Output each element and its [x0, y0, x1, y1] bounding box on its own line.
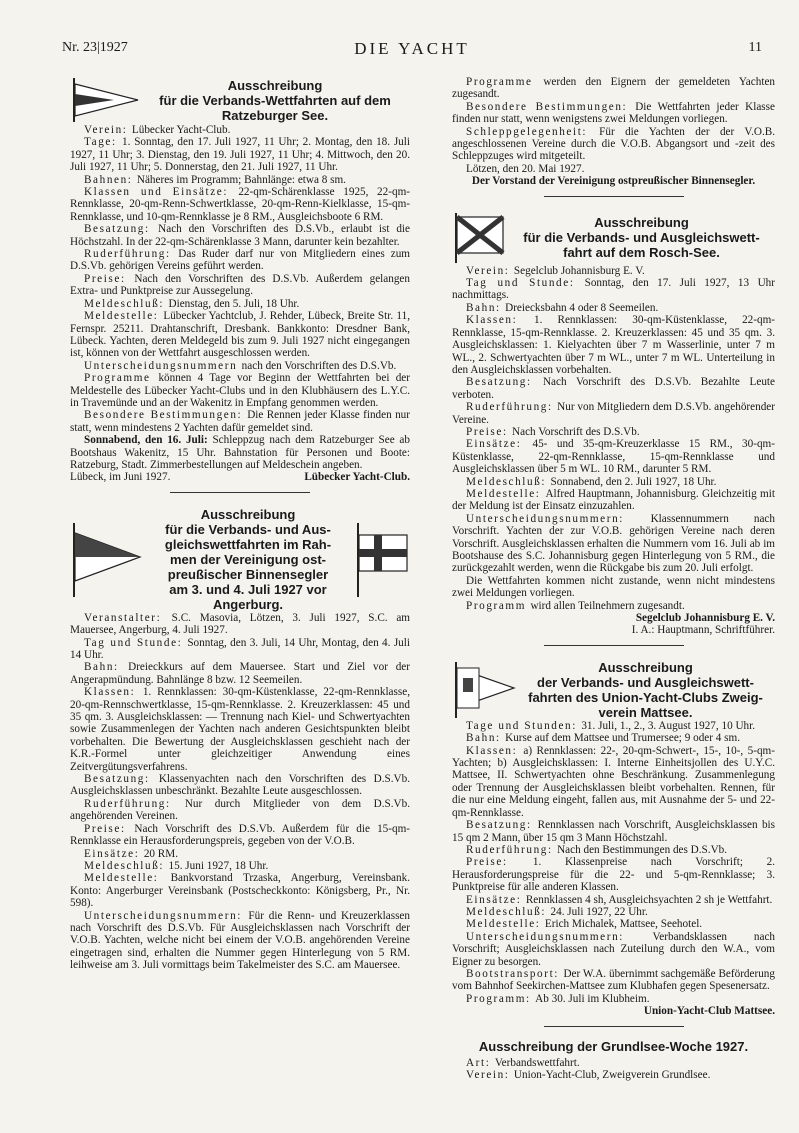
field-text: Union-Yacht-Club, Zweigverein Grundlsee. — [513, 1069, 711, 1082]
field-text: 45- und 35-qm-Kreuzerklasse 15 RM., 30-qm-Küstenklasse, 22-qm-Rennklasse, 15-qm-Rennklasse und Ausgleichsklassen über 5 m WL. 10 RM., darunter 5 RM. — [452, 438, 775, 476]
field-text: Lötzen, den 20. Mai 1927. — [466, 162, 585, 175]
paragraph — [70, 860, 410, 872]
signature-line: Union-Yacht-Club Mattsee. — [643, 1005, 775, 1018]
divider — [544, 196, 684, 197]
paragraph — [452, 277, 775, 302]
paragraph — [452, 401, 775, 426]
section-title: Ausschreibung der Grundlsee-Woche 1927. — [478, 1038, 749, 1054]
issue-number: Nr. 23|1927 — [62, 40, 128, 55]
paragraph — [70, 298, 410, 310]
divider — [544, 645, 684, 646]
pennant-flag-icon — [70, 519, 142, 599]
field-label: Programm: — [466, 992, 536, 1005]
paragraph — [70, 174, 410, 186]
magazine-title: DIE YACHT — [354, 39, 470, 58]
field-text: Erich Michalek, Mattsee, Seehotel. — [544, 918, 703, 931]
section-heading — [452, 211, 775, 265]
field-text: Nach den Bestimmungen des D.S.Vb. — [557, 843, 728, 856]
field-text: wird allen Teilnehmern zugesandt. — [530, 599, 685, 612]
right-column — [452, 76, 775, 1096]
section-angerburg-cont — [452, 76, 775, 197]
field-text: Klassennummern nach Vorschrift. Yachten der zur V.O.B. gehörigen Vereine nach deren Vorschrift. Ausgleichsklassen erhalten die Nummern vom 16. Juli ab im Bootshause des S.C. Johannisburg gegen Hinterlegung von 5 RM., die zurückgezahlt werden, wenn die Rückgabe bis zum 20. Juli erfolgt. — [452, 512, 775, 575]
saltire-flag-icon — [452, 211, 508, 265]
paragraph — [452, 918, 775, 930]
field-label: Ruderführung: — [466, 843, 558, 856]
paragraph — [70, 136, 410, 173]
field-label: Unterscheidungsnummern — [84, 359, 242, 372]
field-label: Schleppgelegenheit: — [466, 125, 600, 138]
field-text: Kurse auf dem Mattsee und Trumersee; 9 oder 4 sm. — [505, 732, 741, 745]
paragraph — [452, 488, 775, 513]
paragraph — [70, 273, 410, 298]
field-text: Bankvorstand Trzaska, Angerburg, Vereinsbank. Konto: Angerburger Vereinsbank (Postscheckkonto: Königsberg, Pr., Nr. 598). — [70, 872, 410, 910]
cross-flag-icon — [354, 519, 410, 599]
field-text: Die Wettfahrten kommen nicht zustande, wenn nicht mindestens zwei Meldungen vorliegen. — [452, 574, 775, 600]
field-label: Meldestelle: — [466, 487, 546, 500]
section-grundlsee — [452, 1038, 775, 1082]
field-text: 31. Juli, 1., 2., 3. August 1927, 10 Uhr. — [581, 719, 756, 732]
field-text: Dreieckkurs auf dem Mauersee. Start und Ziel vor der Angerapmündung. Bahnlänge 8 bzw. 12 Seemeilen. — [70, 661, 410, 686]
field-label: Preise: — [84, 822, 135, 835]
section-title: Ausschreibung für die Verbands- und Aus- gleichswettfahrten im Rah- men der Vereinigung ost- preußischer Binnensegler am 3. und 4. Juli 1927 vor Angerburg. — [164, 506, 332, 612]
field-text: Für die Yachten der der V.O.B. angeschlossenen Vereine durch die V.O.B. Abgangsort und -zeit des Schleppzuges wird mitgeteilt. — [452, 125, 775, 163]
field-label: Verein: — [84, 124, 132, 136]
schleppzug-note: Sonnabend, den 16. Juli: Schleppzug nach dem Ratzeburger See ab Bootshaus Wakenitz, 15 Uhr. Bahnstation für Personen und Boote: Ratzeburg, Stadt. Zimmerbestellungen auf Meldeschein angeben. — [70, 434, 410, 471]
field-label: Verein: — [466, 1069, 514, 1082]
field-label: Meldeschluß: — [84, 297, 169, 310]
field-text: Nach den Vorschriften des D.S.Vb., erlaubt ist die Höchstzahl. In der 22-qm-Schärenklasse 3 Mann, darunter kein bezahlter. — [70, 223, 411, 248]
field-label: Preise: — [466, 425, 513, 438]
field-text: Sonnabend, den 2. Juli 1927, 18 Uhr. — [550, 475, 717, 488]
field-text: Die Rennen jeder Klasse finden nur statt, wenn mindestens 2 Yachten dafür gemeldet sind. — [70, 409, 410, 434]
field-text: Näheres im Programm; Bahnlänge: etwa 8 sm. — [136, 173, 346, 186]
field-text: Verbandswettfahrt. — [494, 1057, 580, 1069]
paragraph — [452, 931, 775, 968]
paragraph — [452, 745, 775, 819]
field-label: Verein: — [466, 264, 514, 277]
paragraph — [452, 856, 775, 893]
field-label: Meldestelle: — [84, 310, 164, 323]
paragraph — [70, 612, 410, 637]
paragraph — [452, 844, 775, 856]
paragraph — [452, 302, 775, 314]
paragraph — [452, 314, 775, 376]
field-label: Bahnen: — [84, 173, 137, 186]
section-body — [452, 720, 775, 1005]
paragraph — [452, 426, 775, 438]
field-text: Lübecker Yacht-Club. — [131, 124, 231, 136]
paragraph — [70, 823, 410, 848]
section-title: Ausschreibung für die Verbands- und Ausgleichswett- fahrt auf dem Rosch-See. — [523, 215, 760, 261]
paragraph — [452, 513, 775, 575]
field-label: Einsätze: — [466, 893, 526, 906]
section-title: Ausschreibung für die Verbands-Wettfahrten auf dem Ratzeburger See. — [159, 77, 391, 123]
field-text: Klassenyachten nach den Vorschriften des D.S.Vb. Ausgleichsklassen unbeschränkt. Bezahlte Leute ausgeschlossen. — [70, 773, 411, 798]
paragraph — [70, 360, 410, 372]
field-text: 15. Juni 1927, 18 Uhr. — [168, 859, 269, 872]
paragraph — [452, 76, 775, 101]
field-label: Besondere Bestimmungen: — [84, 409, 248, 422]
field-label: Tag und Stunde: — [466, 277, 585, 290]
paragraph — [452, 720, 775, 732]
field-label: Klassen: — [84, 686, 143, 699]
signature-line: I. A.: Hauptmann, Schriftführer. — [631, 624, 775, 637]
paragraph — [70, 124, 410, 136]
section-body — [452, 1057, 775, 1082]
field-label: Programm — [466, 599, 531, 612]
paragraph — [452, 101, 775, 126]
field-label: Meldeschluß: — [466, 475, 551, 488]
paragraph — [452, 163, 775, 175]
field-text: 24. Juli 1927, 22 Uhr. — [550, 905, 648, 918]
field-label: Unterscheidungsnummern: — [466, 512, 651, 525]
signature-line: Lübeck, im Juni 1927. Lübecker Yacht-Club. — [70, 471, 410, 484]
field-label: Bahn: — [466, 732, 506, 745]
field-label: Tage: — [84, 136, 123, 149]
field-text: 1. Rennklassen: 30-qm-Küstenklasse, 22-qm-Rennklasse, 20-qm-Rennschwertklasse, 15-qm-Rennklasse. 2. Kreuzerklassen: 45 und 35 qm. 3. Ausgleichsklassen: — Trennung nach Kiel- und Schwertyachten sowie Zusammenlegen der Yachten nach anderen Gesichtspunkten bleibt vorbehalten. Die Bewertung der Ausgleichsklassen geschieht nach der K.R.-Formel unter gleichzeitiger Anwendung eines Zeitvergütungsverfahrens. — [70, 686, 410, 773]
field-text: Sonntag, den 3. Juli, 14 Uhr, Montag, den 4. Juli 14 Uhr. — [70, 636, 410, 661]
field-text: Nach Vorschrift des D.S.Vb. Außerdem für die 15-qm-Rennklasse ein Herausforderungspreis, gegeben von der V.O.B. — [70, 822, 411, 848]
field-text: Nach Vorschrift des D.S.Vb. Bezahlte Leute verboten. — [452, 376, 776, 401]
field-label: Besatzung: — [84, 773, 159, 786]
field-label: Preise: — [84, 272, 135, 285]
paragraph — [70, 686, 410, 773]
paragraph — [70, 661, 410, 686]
field-text: Rennklassen nach Vorschrift, Ausgleichsklassen bis 15 qm 2 Mann, über 15 qm 3 Mann Höchstzahl. — [452, 819, 775, 844]
field-text: werden den Eignern der gemeldeten Yachten zugesandt. — [452, 76, 775, 101]
field-text: Für die Renn- und Kreuzerklassen nach Vorschrift des D.S.Vb. Für Ausgleichsklassen nach Vorschrift der V.O.B. Yachten, welche nicht bei einem der V.O.B. angehörenden Vereine eingetragen sind, erhalten die Nummer gegen Hinterlegung von 5 RM. leihweise am 3. Juli vormittags beim Takelmeister des S.C. am Mauersee. — [70, 909, 410, 972]
field-text: Rennklassen 4 sh, Ausgleichsyachten 2 sh je Wettfahrt. — [525, 893, 773, 906]
field-text: 1. Rennklassen: 30-qm-Küstenklasse, 22-qm-Rennklasse, 15-qm-Rennklasse. 2. Kreuzerklassen: 45 und 35 qm. 3. Ausgleichsklassen: 1. Kielyachten über 7 m Wasserlinie, unter 7 m WL., 2. Schwertyachten über 7 m WL., unter 7 m WL. Unterteilung in den Ausgleichsklassen vorbehalten. — [452, 314, 775, 376]
paragraph — [452, 575, 775, 600]
paragraph — [452, 376, 775, 401]
paragraph — [70, 848, 410, 860]
field-label: Besatzung: — [84, 223, 159, 236]
section-rosch-see — [452, 211, 775, 646]
section-body — [70, 612, 410, 972]
paragraph — [452, 126, 775, 163]
crest-pennant-icon — [452, 660, 516, 720]
paragraph — [452, 476, 775, 488]
field-label: Ruderführung: — [466, 401, 558, 414]
field-label: Art: — [466, 1057, 495, 1069]
field-label: Ruderführung: — [84, 248, 179, 261]
section-heading — [70, 76, 410, 124]
paragraph — [70, 223, 410, 248]
paragraph — [452, 600, 775, 612]
field-label: Bahn: — [84, 661, 129, 674]
signature-line: Der Vorstand der Vereinigung ostpreußischer Binnensegler. — [471, 175, 756, 188]
field-text: 20 RM. — [143, 847, 179, 860]
field-text: a) Rennklassen: 22-, 20-qm-Schwert-, 15-, 10-, 5-qm-Yachten; b) Ausgleichsklassen: I. Interne Einheitsjollen des U.Y.C. Mattsee, II. Schwertyachten ohne Beschränkung. Zusammenlegung oder Trennung der Ausgleichsklassen bleibt vorbehalten. Rennen, für die nur eine Meldung eingeht, fallen aus, mit Ausnahme der 5- und 22-qm-Rennklasse. — [452, 744, 775, 819]
field-text: Alfred Hauptmann, Johannisburg. Gleichzeitig mit der Meldung ist der Einsatz einzuzahlen. — [452, 487, 775, 513]
divider — [544, 1026, 684, 1027]
field-label: Einsätze: — [84, 847, 144, 860]
paragraph — [452, 993, 775, 1005]
field-label: Meldeschluß: — [466, 905, 551, 918]
field-text: Sonntag, den 17. Juli 1927, 13 Uhr nachmittags. — [452, 277, 775, 302]
field-label: Klassen und Einsätze: — [84, 186, 239, 199]
field-label: Meldestelle: — [84, 872, 171, 885]
field-label: Ruderführung: — [84, 797, 185, 810]
paragraph — [452, 1069, 775, 1081]
field-text: S.C. Masovia, Lötzen, 3. Juli 1927, S.C. am Mauersee, Angerburg, 4. Juli 1927. — [70, 611, 410, 637]
paragraph — [452, 1057, 775, 1069]
paragraph — [452, 265, 775, 277]
field-text: Lübecker Yachtclub, J. Rehder, Lübeck, Breite Str. 11, Fernspr. 25211. Drahtanschrift, Dresbank. Bankkonto: Dresdner Bank, Lübeck. Yachten, deren Meldegeld bis zum 9. Juli 1927 nicht eingegangen ist, können von der Wettfahrt ausgeschlossen werden. — [70, 310, 410, 360]
field-text: können 4 Tage vor Beginn der Wettfahrten bei der Meldestelle des Lübecker Yacht-Clubs und in den Klubhäusern des L.Y.C. in Travemünde und an der Wakenitz in Empfang genommen werden. — [70, 372, 410, 409]
section-body — [70, 124, 410, 434]
section-heading — [452, 660, 775, 720]
field-label: Programme — [466, 76, 544, 88]
page-number: 11 — [748, 40, 762, 55]
divider — [170, 492, 310, 493]
paragraph — [70, 248, 410, 273]
field-text: 22-qm-Schärenklasse 1925, 22-qm-Rennklasse, 20-qm-Renn-Schwertklasse, 20-qm-Renn-Kielklasse, 15-qm-Rennklasse, und 10-qm-Rennklasse je 8 RM., Ausgleichsboote 6 RM. — [70, 186, 410, 223]
section-angerburg — [70, 507, 410, 972]
field-label: Preise: — [466, 856, 533, 869]
field-label: Veranstalter: — [84, 611, 172, 624]
field-label: Unterscheidungsnummern: — [84, 909, 249, 922]
field-text: Nur durch Mitglieder von dem D.S.Vb. angehörenden Vereinen. — [70, 797, 410, 823]
paragraph — [70, 372, 410, 409]
field-text: Nur von Mitgliedern dem D.S.Vb. angehörender Vereine. — [452, 401, 775, 426]
field-label: Klassen: — [466, 744, 524, 757]
section-title: Ausschreibung der Verbands- und Ausgleichswett- fahrten des Union-Yacht-Clubs Zweig- verein Mattsee. — [528, 659, 763, 720]
field-text: 1. Klassenpreise nach Vorschrift; 2. Herausforderungspreise für die 22- und 5-qm-Rennklasse; 3. Punktpreise für alle anderen Klassen. — [452, 856, 775, 894]
field-label: Einsätze: — [466, 438, 533, 451]
field-label: Meldeschluß: — [84, 859, 169, 872]
field-text: Ab 30. Juli im Klubheim. — [535, 992, 650, 1005]
field-text: Verbandsklassen nach Vorschrift; Ausgleichsklassen nach Zuteilung durch den W.A., vom Eigner zu besorgen. — [452, 930, 776, 968]
paragraph — [70, 773, 410, 798]
paragraph — [452, 906, 775, 918]
field-text: Nach den Vorschriften des D.S.Vb. Außerdem gelangen Extra- und Punktpreise zur Aussegelung. — [70, 272, 410, 298]
field-label: Tage und Stunden: — [466, 719, 582, 732]
field-label: Bootstransport: — [466, 967, 564, 980]
field-text: nach den Vorschriften des D.S.Vb. — [241, 359, 397, 372]
left-column — [70, 76, 410, 986]
field-label: Besondere Bestimmungen: — [466, 100, 636, 113]
field-label: Tag und Stunde: — [84, 636, 188, 649]
paragraph — [70, 409, 410, 434]
field-label: Meldestelle: — [466, 918, 545, 931]
paragraph — [70, 637, 410, 662]
paragraph — [452, 438, 775, 475]
paragraph — [70, 310, 410, 360]
paragraph — [452, 968, 775, 993]
page-header — [62, 40, 762, 62]
section-body — [452, 265, 775, 612]
section-heading — [70, 507, 410, 612]
pennant-flag-icon — [70, 76, 140, 124]
paragraph — [452, 819, 775, 844]
field-text: Nach Vorschrift des D.S.Vb. — [512, 425, 640, 438]
field-text: Dreiecksbahn 4 oder 8 Seemeilen. — [505, 301, 659, 314]
field-label: Besatzung: — [466, 376, 543, 389]
signature-line: Segelclub Johannisburg E. V. — [635, 612, 775, 625]
field-label: Bahn: — [466, 301, 506, 314]
field-text: Segelclub Johannisburg E. V. — [513, 264, 645, 277]
section-body — [452, 76, 775, 175]
field-text: Der W.A. übernimmt sachgemäße Beförderung vom Bahnhof Seekirchen-Mattsee zum Klubhafen gegen Spesenersatz. — [452, 967, 775, 993]
paragraph — [70, 872, 410, 909]
field-text: 1. Sonntag, den 17. Juli 1927, 11 Uhr; 2. Montag, den 18. Juli 1927, 11 Uhr; 3. Dienstag, den 19. Juli 1927, 11 Uhr; 4. Mittwoch, den 20. Juli 1927, 11 Uhr; 5. Donnerstag, den 21. Juli 1927, 11 Uhr. — [70, 136, 410, 174]
field-text: Dienstag, den 5. Juli, 18 Uhr. — [168, 297, 300, 310]
field-label: Besatzung: — [466, 819, 538, 832]
paragraph — [70, 910, 410, 972]
section-mattsee — [452, 660, 775, 1027]
paragraph — [452, 732, 775, 744]
field-text: Die Wettfahrten jeder Klasse finden nur statt, wenn wenigstens zwei Meldungen vorliegen. — [452, 100, 775, 126]
field-label: Unterscheidungsnummern: — [466, 930, 653, 943]
field-label: Klassen: — [466, 314, 535, 327]
paragraph — [70, 798, 410, 823]
field-label: Programme — [84, 372, 159, 385]
paragraph — [452, 894, 775, 906]
section-ratzeburg — [70, 76, 410, 493]
field-text: Das Ruder darf nur von Mitgliedern eines zum D.S.Vb. gehörigen Vereins geführt werden. — [70, 248, 410, 273]
paragraph — [70, 186, 410, 223]
